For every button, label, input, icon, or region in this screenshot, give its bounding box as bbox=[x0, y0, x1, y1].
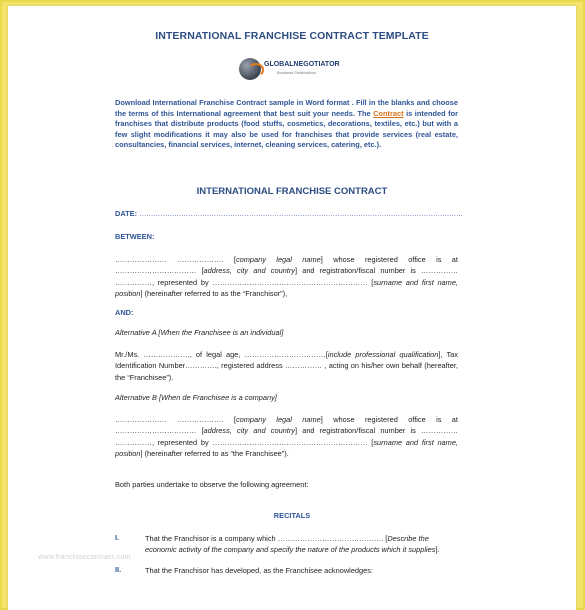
franchisor-representative-hint: surname and first name, position bbox=[115, 277, 458, 299]
recital-item bbox=[145, 533, 460, 555]
franchisee-address-hint: address, city and country bbox=[203, 426, 295, 436]
document-title: INTERNATIONAL FRANCHISE CONTRACT TEMPLATE bbox=[155, 30, 429, 42]
logo-wordmark: GLOBALNEGOTIATOR bbox=[264, 61, 340, 68]
alternative-b-heading: Alternative B [When de Franchisee is a company] bbox=[115, 393, 277, 402]
recital-number: II. bbox=[115, 565, 122, 574]
franchisee-company-name-hint: company legal name bbox=[235, 415, 321, 424]
alternative-a-heading: Alternative A [When the Franchisee is an individual] bbox=[115, 328, 284, 337]
franchisee-text: ………………… ………………. [ bbox=[115, 415, 236, 424]
franchisor-text: ] and registration/fiscal number is …………… ……………, represented by ……………………………………………………… [ bbox=[115, 266, 458, 287]
logo-tagline: Business Publications bbox=[277, 70, 316, 75]
and-label: AND: bbox=[115, 308, 134, 317]
franchisor-text: ] whose registered office is at …………………………… [ bbox=[115, 255, 458, 276]
between-label: BETWEEN: bbox=[115, 232, 155, 241]
date-line bbox=[115, 209, 462, 218]
franchisor-paragraph bbox=[115, 254, 458, 300]
document-page bbox=[8, 6, 576, 610]
individual-text: ], Tax Identification Number…………., registered address …………… , acting on his/her own behalf (hereafter, the “Franchisee”). bbox=[115, 350, 458, 382]
individual-franchisee-paragraph bbox=[115, 349, 458, 383]
company-logo bbox=[239, 56, 349, 82]
franchisee-text: ] whose registered office is at …………………………… [ bbox=[115, 415, 458, 436]
intro-text-2: is intended for franchises that distribute products (food stuffs, cosmetics, decorations, textiles, etc.) but with a few slight modifications it may also be used for franchises that provide services (real estate, consultancies, financial services, internet, cleaning services, catering, etc.). bbox=[115, 108, 458, 150]
contract-link[interactable]: Contract bbox=[373, 108, 404, 118]
franchisor-company-name-hint: company legal name bbox=[235, 255, 321, 264]
recital-text: That the Franchisor has developed, as the Franchisee acknowledges: bbox=[145, 566, 374, 575]
intro-text-1: Download International Franchise Contract sample in Word format . Fill in the blanks and choose the terms of this International agreement that best suit your needs. The bbox=[115, 98, 458, 118]
franchisee-company-paragraph bbox=[115, 414, 458, 460]
recital-number: I. bbox=[115, 533, 120, 542]
recital-text: That the Franchisor is a company which ……………………………………. [ bbox=[145, 534, 388, 543]
recitals-heading: RECITALS bbox=[273, 511, 311, 520]
recital-text: ]. bbox=[435, 545, 440, 554]
franchisor-text: ] (hereinafter referred to as the “Franchisor”), bbox=[140, 289, 288, 299]
franchisor-address-hint: address, city and country bbox=[203, 266, 295, 276]
intro-paragraph bbox=[115, 98, 458, 151]
date-blank[interactable]: …………………………………………………………………………………………………………………………. bbox=[139, 209, 463, 218]
globe-logo-icon bbox=[239, 58, 261, 80]
contract-heading: INTERNATIONAL FRANCHISE CONTRACT bbox=[196, 186, 388, 197]
recital-hint: Describe the economic activity of the company and specify the nature of the products which it supplies bbox=[145, 534, 436, 554]
franchisee-text: ] and registration/fiscal number is …………… ……………, represented by ……………………………………………………… [ bbox=[115, 426, 458, 447]
date-label: DATE: bbox=[115, 209, 138, 218]
franchisee-text: ] (hereinafter referred to as “the Franchisee”). bbox=[140, 449, 289, 459]
watermark-text: www.franchisecontract.com bbox=[38, 554, 131, 561]
individual-text: Mr./Ms. ………………., of legal age, ……………………………[ bbox=[115, 350, 328, 359]
both-parties-statement: Both parties undertake to observe the following agreement: bbox=[115, 480, 309, 489]
franchisor-text: ………………… ………………. [ bbox=[115, 255, 236, 264]
franchisee-representative-hint: surname and first name, position bbox=[115, 437, 458, 459]
qualification-hint: include professional qualification bbox=[327, 350, 439, 359]
recital-item bbox=[145, 565, 460, 576]
